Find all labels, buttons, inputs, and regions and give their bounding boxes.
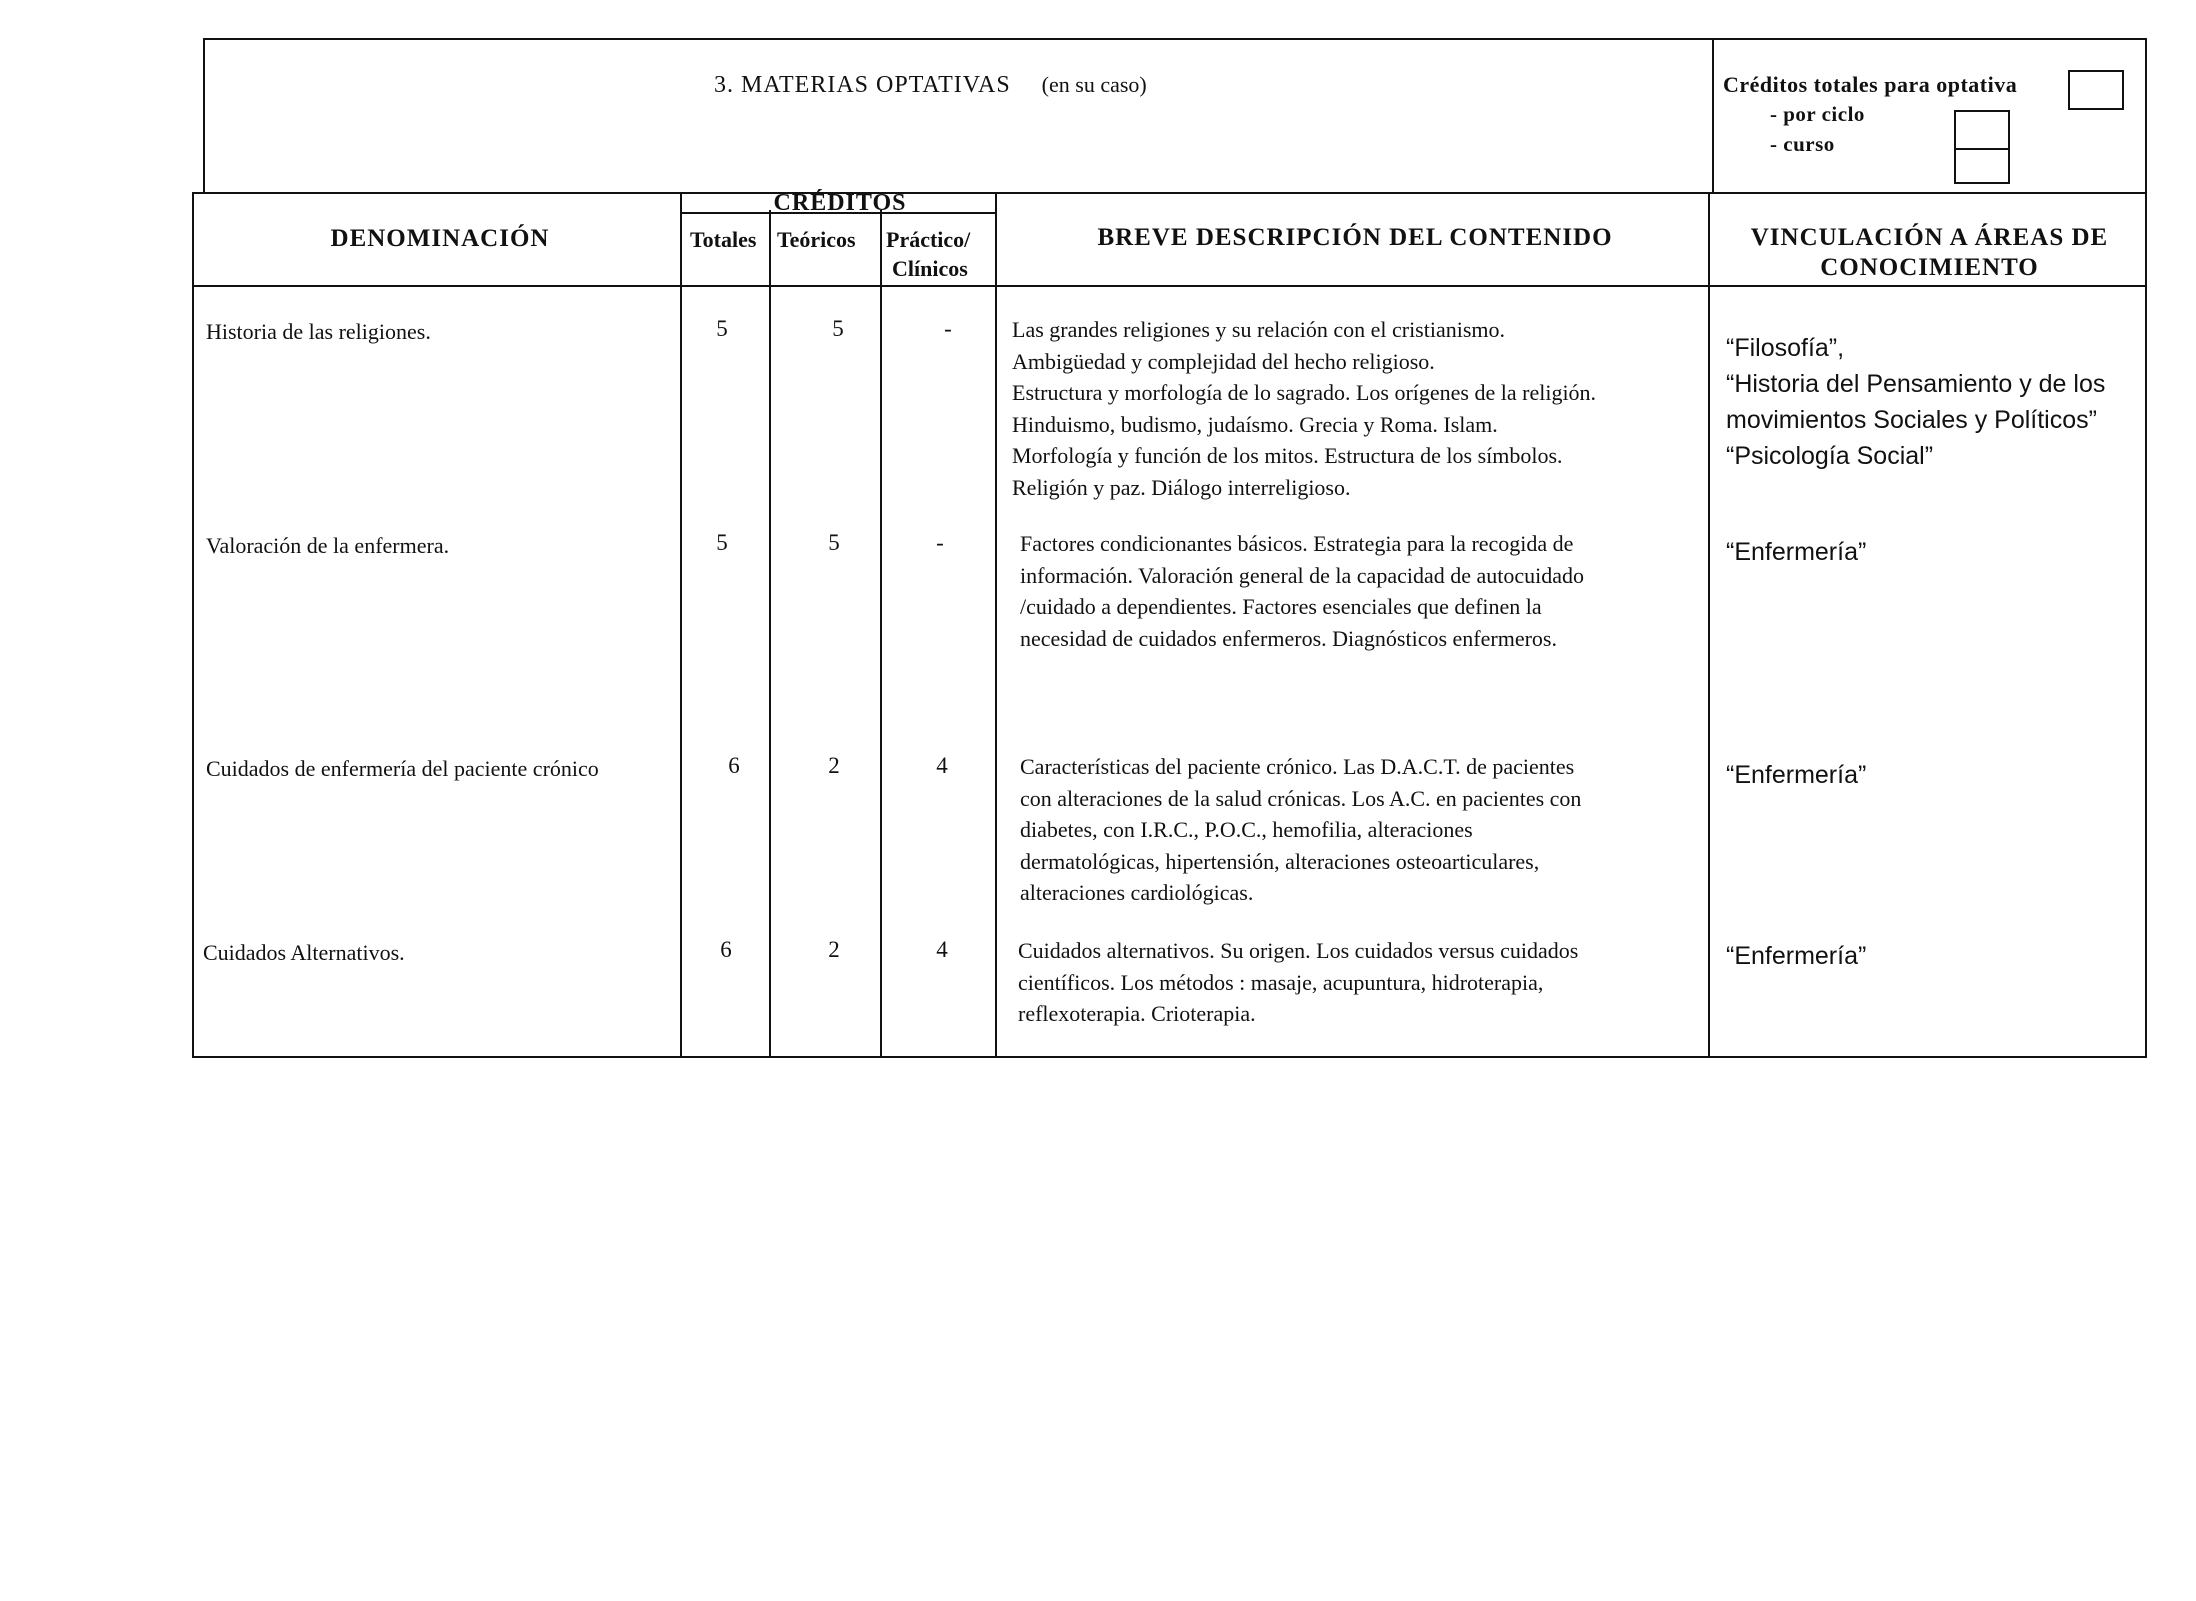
- row-3-desc-line: con alteraciones de la salud crónicas. Los A.C. en pacientes con: [1020, 785, 1582, 811]
- header-creditos: CRÉDITOS: [773, 190, 907, 216]
- row-1-name: Historia de las religiones.: [206, 319, 431, 344]
- row-1-teoricos: 5: [832, 316, 844, 341]
- header-practicos-2: Clínicos: [892, 256, 968, 281]
- col-line-teoricos: [880, 210, 882, 1058]
- row-2-desc-line: Factores condicionantes básicos. Estrategia para la recogida de: [1020, 531, 1574, 556]
- row-2-desc-line: /cuidado a dependientes. Factores esenciales que definen la: [1020, 594, 1542, 619]
- row-4-totales: 6: [720, 937, 732, 962]
- row-4-area-line: “Enfermería”: [1726, 942, 1867, 970]
- row-3-desc-line: alteraciones cardiológicas.: [1020, 880, 1254, 905]
- row-2-name: Valoración de la enfermera.: [206, 533, 450, 558]
- row-1-desc-line: Morfología y función de los mitos. Estructura de los símbolos.: [1012, 443, 1563, 468]
- section-title-note: (en su caso): [1041, 72, 1147, 97]
- col-line-totales: [769, 210, 771, 1058]
- row-2-practicos: -: [936, 530, 944, 555]
- row-1-practicos: -: [944, 316, 952, 341]
- credits-total-label: Créditos totales para optativa: [1723, 72, 2018, 97]
- credits-cycle-box: [1954, 110, 2010, 150]
- row-1-area-line: movimientos Sociales y Políticos”: [1726, 406, 2097, 434]
- row-4-desc-line: Cuidados alternativos. Su origen. Los cuidados versus cuidados: [1018, 938, 1579, 963]
- row-1-desc-line: Las grandes religiones y su relación con el cristianismo.: [1012, 317, 1506, 342]
- row-2-teoricos: 5: [828, 530, 840, 555]
- row-1-desc-line: Hinduismo, budismo, judaísmo. Grecia y Roma. Islam.: [1012, 411, 1498, 437]
- row-1-totales: 5: [716, 316, 728, 341]
- row-3-practicos: 4: [936, 753, 948, 778]
- header-practicos-1: Práctico/: [886, 227, 971, 252]
- row-2-desc-line: información. Valoración general de la capacidad de autocuidado: [1020, 562, 1585, 588]
- row-3-description: [1020, 751, 1702, 909]
- row-4-areas: [1726, 938, 1866, 974]
- row-4-description: [1018, 935, 1702, 1030]
- row-1-description: [1012, 314, 1702, 503]
- header-teoricos: Teóricos: [777, 227, 856, 252]
- row-3-totales: 6: [728, 753, 740, 778]
- row-3-areas: [1726, 757, 1866, 793]
- row-1-area-line: “Filosofía”,: [1726, 334, 1845, 362]
- header-vinculacion-2: CONOCIMIENTO: [1820, 254, 2039, 281]
- header-divider: [1712, 38, 1714, 194]
- row-3-desc-line: dermatológicas, hipertensión, alteraciones osteoarticulares,: [1020, 848, 1540, 874]
- header-vinculacion-1: VINCULACIÓN A ÁREAS DE: [1750, 224, 2109, 251]
- row-1-area-line: “Psicología Social”: [1726, 442, 1934, 470]
- row-1-desc-line: Estructura y morfología de lo sagrado. Los orígenes de la religión.: [1012, 380, 1597, 405]
- row-4-desc-line: científicos. Los métodos : masaje, acupuntura, hidroterapia,: [1018, 969, 1544, 995]
- row-4-name: Cuidados Alternativos.: [203, 940, 405, 965]
- credits-course-box: [1954, 148, 2010, 184]
- row-1-area-line: “Historia del Pensamiento y de los: [1726, 370, 2106, 398]
- credits-per-course-label: - curso: [1770, 132, 1835, 156]
- row-1-desc-line: Ambigüedad y complejidad del hecho religioso.: [1012, 348, 1435, 374]
- row-3-desc-line: diabetes, con I.R.C., P.O.C., hemofilia, alteraciones: [1020, 817, 1473, 842]
- col-line-descripcion: [1708, 192, 1710, 1058]
- row-1-areas: [1726, 330, 2105, 474]
- row-3-name: Cuidados de enfermería del paciente crónico: [206, 756, 599, 781]
- row-1-desc-line: Religión y paz. Diálogo interreligioso.: [1012, 474, 1351, 500]
- section-title-text: 3. MATERIAS OPTATIVAS: [714, 72, 1011, 98]
- row-2-totales: 5: [716, 530, 728, 555]
- row-4-practicos: 4: [936, 937, 948, 962]
- credits-per-cycle-label: - por ciclo: [1770, 102, 1865, 126]
- col-line-denominacion: [680, 192, 682, 1058]
- column-header-bottom-rule: [192, 285, 2147, 287]
- row-3-area-line: “Enfermería”: [1726, 761, 1867, 789]
- header-descripcion: BREVE DESCRIPCIÓN DEL CONTENIDO: [1097, 224, 1613, 251]
- row-2-area-line: “Enfermería”: [1726, 538, 1867, 566]
- row-3-desc-line: Características del paciente crónico. Las D.A.C.T. de pacientes: [1020, 754, 1575, 779]
- row-2-description: [1020, 528, 1702, 654]
- row-2-desc-line: necesidad de cuidados enfermeros. Diagnósticos enfermeros.: [1020, 625, 1557, 651]
- header-denominacion: DENOMINACIÓN: [330, 225, 550, 252]
- row-4-desc-line: reflexoterapia. Crioterapia.: [1018, 1001, 1256, 1026]
- header-totales: Totales: [690, 227, 757, 252]
- row-2-areas: [1726, 534, 1866, 570]
- row-3-teoricos: 2: [828, 753, 840, 778]
- row-4-teoricos: 2: [828, 937, 840, 962]
- col-line-practicos: [995, 192, 997, 1058]
- credits-total-box: [2068, 70, 2124, 110]
- section-title: [714, 72, 1147, 99]
